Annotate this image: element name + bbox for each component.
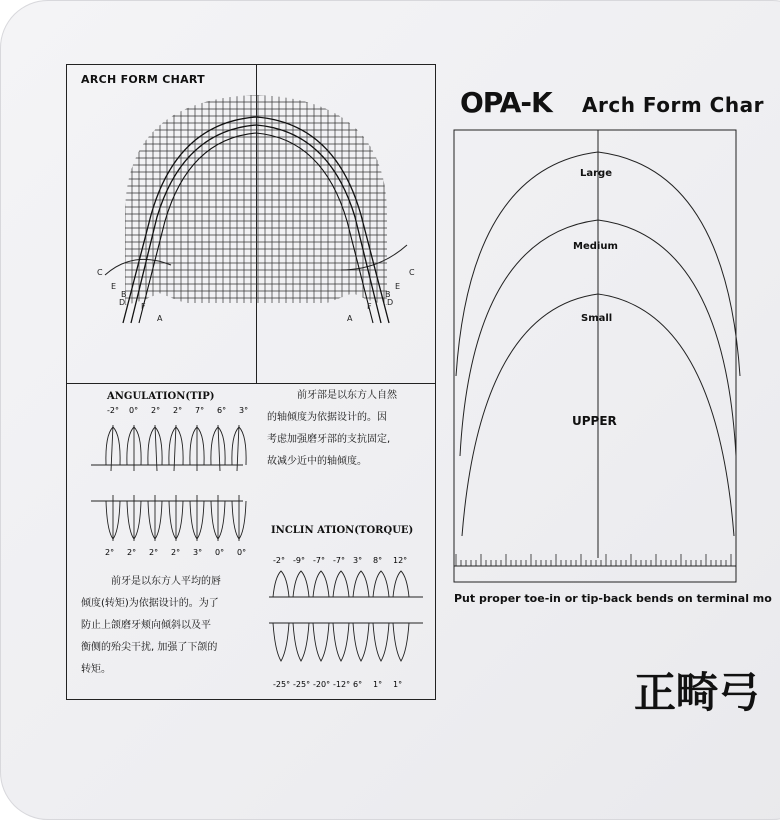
inclination-note-line: 防止上颌磨牙颊向倾斜以及平 [81,620,211,631]
angulation-value: 2° [171,548,181,557]
angulation-title: ANGULATION(TIP) [107,391,215,402]
small-label: Small [581,313,613,324]
inclination-value: -25° [273,680,291,689]
tooth-axis [111,425,113,471]
angulation-value: 0° [129,406,139,415]
arch-label: A [157,314,163,323]
arch-label: B [385,290,391,299]
inclination-value: -25° [293,680,311,689]
arch-label: F [141,302,146,311]
arch-form-chart-title: ARCH FORM CHART [81,73,205,86]
inclination-value: -7° [333,556,345,565]
inclination-value: -12° [333,680,351,689]
upper-tooth [353,571,369,597]
angulation-value: 3° [239,406,249,415]
opa-arch-form-diagram [450,126,780,586]
angulation-value: 2° [173,406,183,415]
lower-tooth [313,623,329,661]
tooth-axis [174,425,176,471]
angulation-note [267,385,437,473]
arch-label: D [119,298,126,307]
angulation-value: 2° [151,406,161,415]
upper-label: UPPER [572,414,617,428]
large-label: Large [580,168,612,179]
angulation-note-line: 故减少近中的轴倾度。 [267,456,367,467]
angulation-value: 2° [105,548,115,557]
upper-tooth [273,571,289,597]
arch-grid-diagram [67,65,437,383]
inclination-value: 1° [393,680,403,689]
tooth-axis [237,425,239,471]
upper-tooth [333,571,349,597]
angulation-value: -2° [107,406,119,415]
angulation-value: 7° [195,406,205,415]
arch-wire-middle [131,125,381,323]
arch-label: C [97,268,103,277]
inclination-note-line: 前牙是以东方人平均的唇 [111,576,221,587]
inclination-value: -9° [293,556,305,565]
angulation-note-line: 前牙部是以东方人自然 [297,390,397,401]
inclination-value: -2° [273,556,285,565]
tooth-axis [155,425,157,471]
inclination-value: -7° [313,556,325,565]
opa-k-logo-text: OPA-K [460,86,552,119]
arch-label: B [121,290,127,299]
opa-arch-form-title: Arch Form Char [582,93,764,117]
angulation-value: 0° [215,548,225,557]
angulation-value: 2° [127,548,137,557]
angulation-value: 2° [149,548,159,557]
inclination-value: 8° [373,556,383,565]
angulation-value: 6° [217,406,227,415]
lower-tooth [373,623,389,661]
inclination-teeth-diagram [263,541,433,701]
opa-chart-frame [454,130,736,582]
ruler-ticks [456,554,736,566]
inclination-value: -20° [313,680,331,689]
opa-k-logo [460,86,552,119]
inclination-value: 3° [353,556,363,565]
tooth-axis [218,425,220,471]
lower-tooth [333,623,349,661]
inclination-title: INCLIN ATION(TORQUE) [271,525,414,536]
inclination-value: 1° [373,680,383,689]
lower-tooth [273,623,289,661]
inclination-value: 12° [393,556,408,565]
inclination-note-line: 衡侧的殆尖干扰, 加强了下颌的 [81,642,218,653]
upper-tooth [393,571,409,597]
chinese-brand-text: 正畸弓 [634,668,761,717]
arch-label: D [387,298,394,307]
arch-label: E [111,282,117,291]
angulation-note-line: 的轴倾度为依据设计的。因 [267,412,387,423]
upper-tooth [373,571,389,597]
inclination-note-line: 倾度(转矩)为依据设计的。为了 [81,598,219,609]
upper-tooth [293,571,309,597]
inclination-note-line: 转矩。 [81,664,111,675]
arch-label: F [367,302,372,311]
arch-label: C [409,268,415,277]
upper-tooth [313,571,329,597]
bend-instruction: Put proper toe-in or tip-back bends on terminal mo [454,592,772,605]
inclination-note [81,571,261,681]
inclination-value: 6° [353,680,363,689]
medium-label: Medium [573,241,618,252]
lower-tooth [353,623,369,661]
lower-tooth [293,623,309,661]
horizontal-divider [67,383,435,384]
arch-label: E [395,282,401,291]
angulation-value: 0° [237,548,247,557]
angulation-value: 3° [193,548,203,557]
lower-tooth [393,623,409,661]
angulation-teeth-diagram [67,405,257,575]
arch-form-panel [66,64,436,700]
angulation-note-line: 考虑加强磨牙部的支抗固定, [267,434,391,445]
arch-label: A [347,314,353,323]
